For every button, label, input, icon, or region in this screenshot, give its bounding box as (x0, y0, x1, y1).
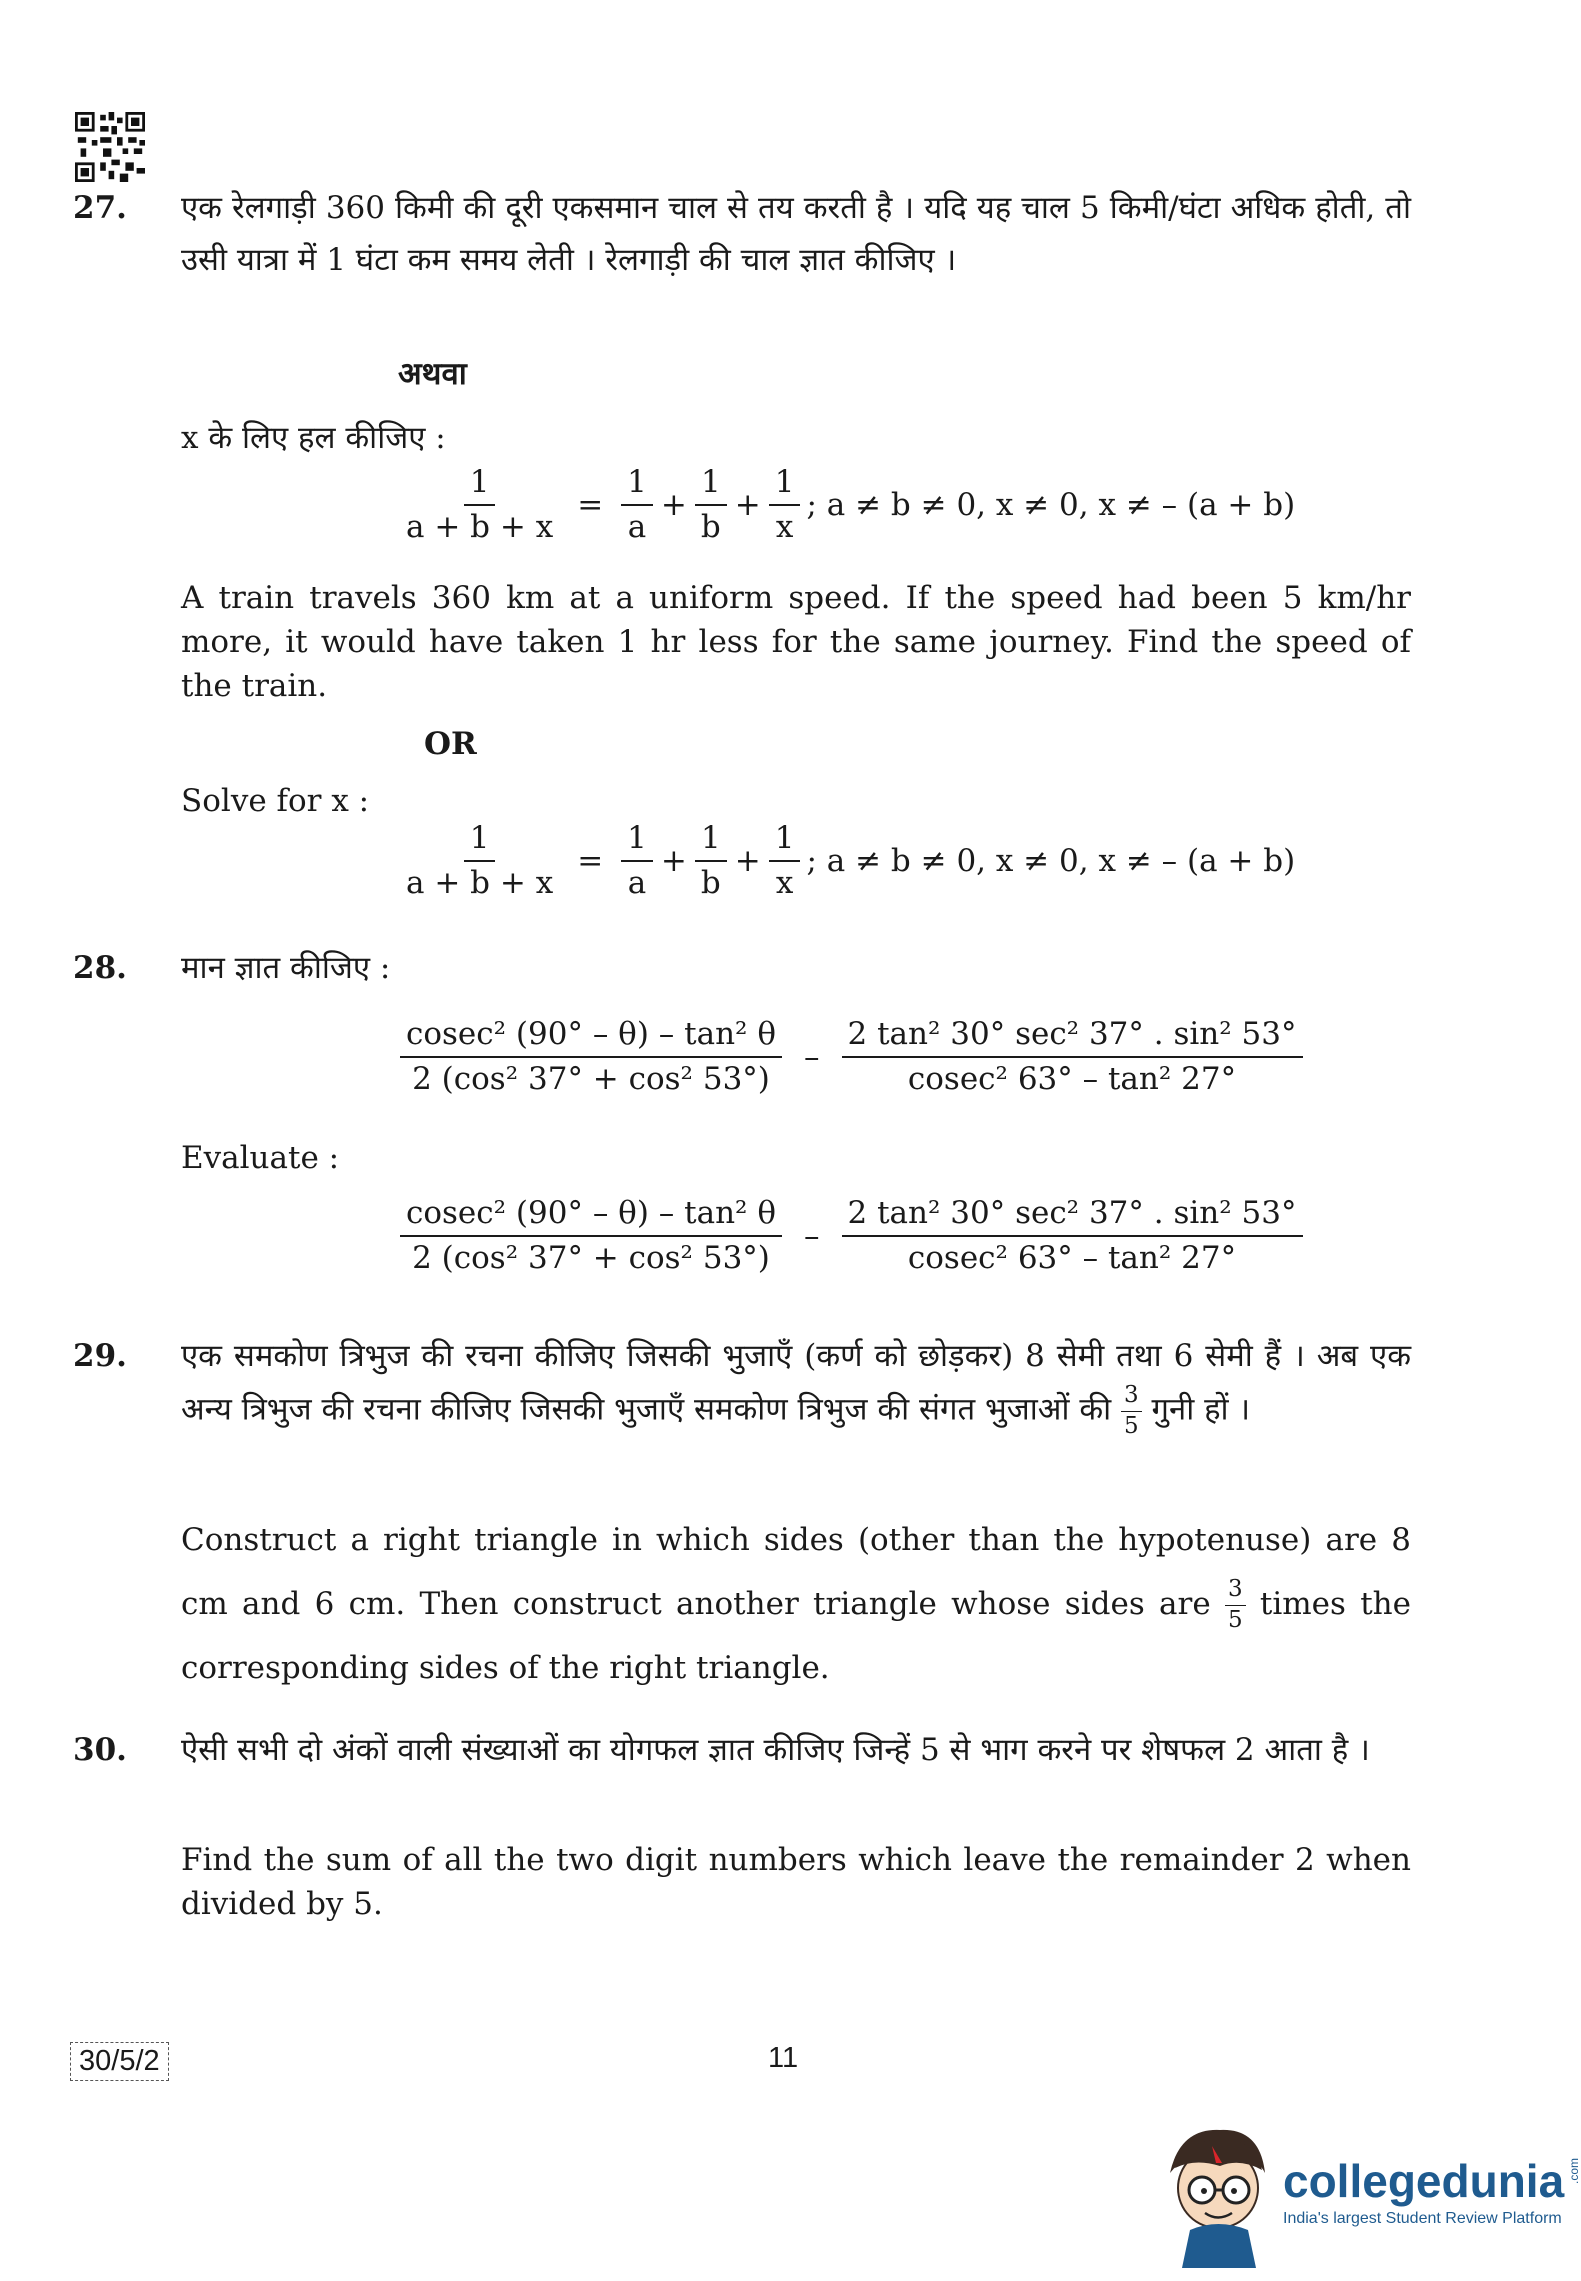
q30-hindi-text: ऐसी सभी दो अंकों वाली संख्याओं का योगफल ज्ञात कीजिए जिन्हें 5 से भाग करने पर शेषफल 2 आता है । (181, 1732, 1370, 1768)
q28-english-text: Evaluate : (181, 1140, 340, 1176)
logo-tagline: India's largest Student Review Platform (1283, 2210, 1562, 2227)
qr-code-icon (75, 112, 145, 182)
q29-hindi-text: एक समकोण त्रिभुज की रचना कीजिए जिसकी भुजाएँ (कर्ण को छोड़कर) 8 सेमी तथा 6 सेमी हैं । अब एक अन्य त्रिभुज की रचना कीजिए जिसकी भुजाएँ समकोण त्रिभुज की संगत भुजाओं की $\frac{3}{5}$ गुनी हों । (181, 1338, 1411, 1439)
question-number-29: 29. (73, 1338, 127, 1374)
q28-hindi-text: मान ज्ञात कीजिए : (181, 950, 391, 986)
page-number: 11 (768, 2042, 799, 2074)
paper-code: 30/5/2 (70, 2042, 169, 2081)
question-number-27: 27. (73, 190, 127, 226)
q27-solve-hindi: x के लिए हल कीजिए : (181, 420, 446, 456)
collegedunia-logo (1160, 2118, 1581, 2268)
mascot-icon (1160, 2118, 1275, 2268)
q27-english-text: A train travels 360 km at a uniform speed. If the speed had been 5 km/hr more, it would have taken 1 hr less for the same journey. Find the speed of the train. (181, 580, 1411, 704)
q27-equation-english: $\frac{1}{a + b + x}$ = $\frac{1}{a}$ + $\frac{1}{b}$ + $\frac{1}{x}$ ; a ≠ b ≠ 0, x ≠ 0, x ≠ – (a + b) (406, 820, 1296, 902)
q28-expression-hindi: $\frac{\text{cosec² (90° – θ) – tan² θ}}{\text{2 (cos² 37° + cos² 53°)}}$ – $\frac{\text{2 tan² 30° sec² 37° . sin² 53°}}{\text{cosec² 63° – tan² 27°}}$ (400, 1016, 1303, 1098)
q29-english-text: Construct a right triangle in which sides (other than the hypotenuse) are 8 cm and 6 cm. Then construct another triangle whose sides are $\frac{3}{5}$ times the corresponding sides of the right triangle. (181, 1522, 1411, 1686)
q27-hindi-text: एक रेलगाड़ी 360 किमी की दूरी एकसमान चाल से तय करती है । यदि यह चाल 5 किमी/घंटा अधिक होती, तो उसी यात्रा में 1 घंटा कम समय लेती । रेलगाड़ी की चाल ज्ञात कीजिए । (181, 190, 1411, 278)
question-number-28: 28. (73, 950, 127, 986)
q28-expression-english: $\frac{\text{cosec² (90° – θ) – tan² θ}}{\text{2 (cos² 37° + cos² 53°)}}$ – $\frac{\text{2 tan² 30° sec² 37° . sin² 53°}}{\text{cosec² 63° – tan² 27°}}$ (400, 1195, 1303, 1277)
question-number-30: 30. (73, 1732, 127, 1768)
q27-or-english: OR (424, 726, 477, 762)
logo-com-text: .com (1567, 2158, 1581, 2185)
q27-equation-hindi: $\frac{1}{a + b + x}$ = $\frac{1}{a}$ + $\frac{1}{b}$ + $\frac{1}{x}$ ; a ≠ b ≠ 0, x ≠ 0, x ≠ – (a + b) (400, 464, 1295, 546)
equation-lhs: $\frac{1}{a + b + x}$ (406, 464, 554, 546)
q27-or-hindi: अथवा (398, 356, 467, 392)
logo-brand-text: collegedunia (1283, 2155, 1565, 2207)
q27-solve-english: Solve for x : (181, 783, 370, 819)
q30-english-text: Find the sum of all the two digit numbers which leave the remainder 2 when divided by 5. (181, 1842, 1411, 1922)
